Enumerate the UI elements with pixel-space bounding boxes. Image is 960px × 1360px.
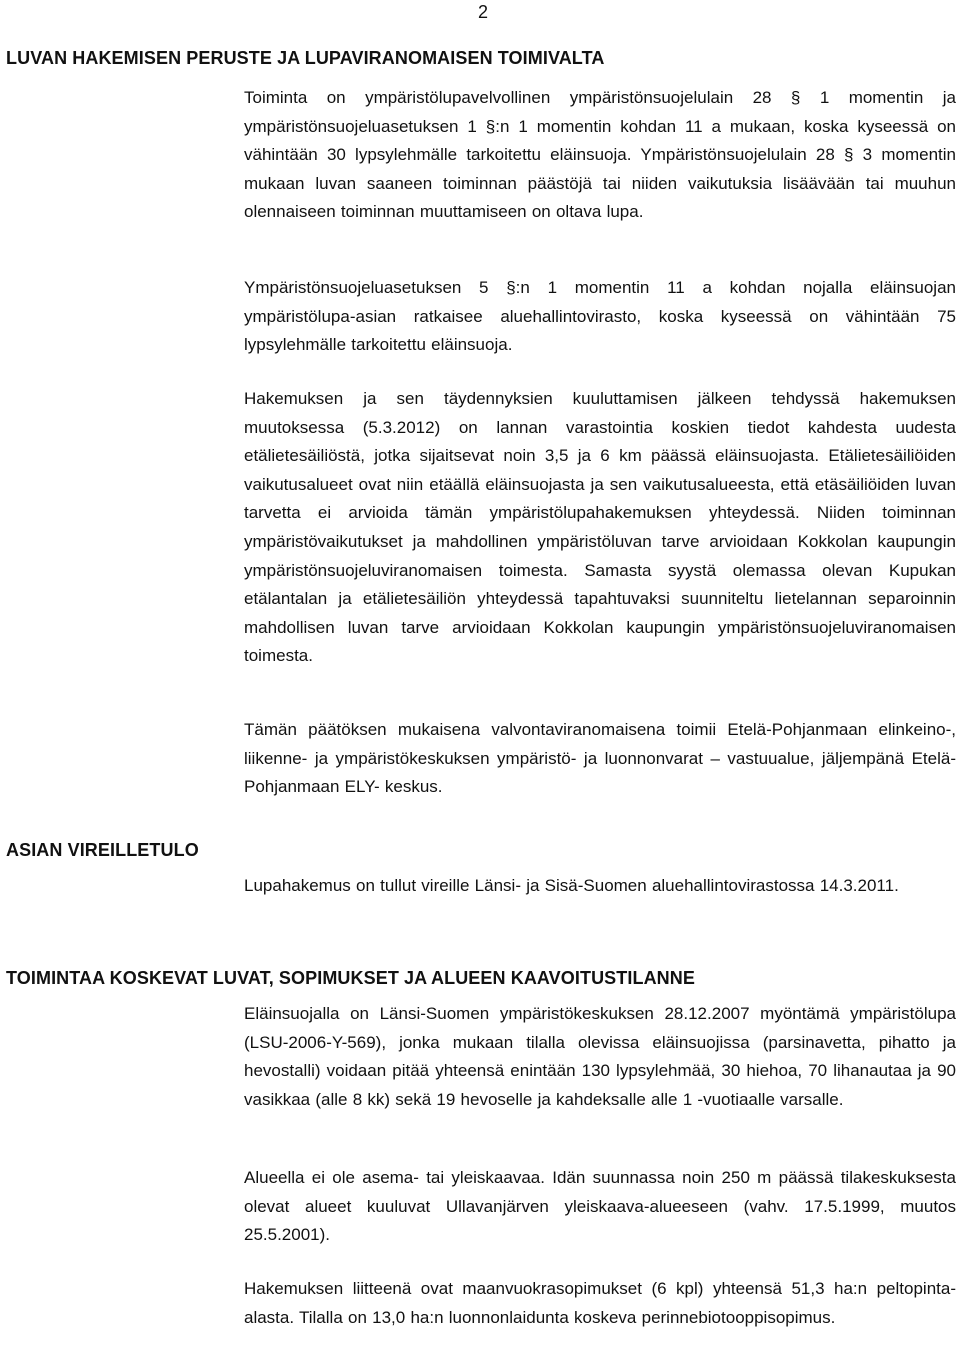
heading-asian-vireilletulo: ASIAN VIREILLETULO [6,840,199,860]
paragraph-toiminta: Toiminta on ympäristölupavelvollinen ympäristönsuojelulain 28 § 1 momentin ja ympäristönsuojeluasetuksen 1 §:n 1 momentin kohdan 11 a mukaan, koska kyseessä on vähintään 30 lypsylehmälle tarkoitettu eläinsuoja. Ympäristönsuojelulain 28 § 3 momentin mukaan luvan saaneen toiminnan päästöjä tai niiden vaikutuksia lisäävään tai muuhun olennaiseen toiminnan muuttamiseen on oltava lupa. [244,88,956,222]
paragraph-kaavoitustilanne: Alueella ei ole asema- tai yleiskaavaa. Idän suunnassa noin 250 m päässä tilakeskuksesta olevat alueet kuuluvat Ullavanjärven yleiskaava-alueeseen (vahv. 17.5.1999, muutos 25.5.2001). [244,1168,956,1245]
page-number: 2 [478,2,489,22]
paragraph-toimivalta: Ympäristönsuojeluasetuksen 5 §:n 1 momentin 11 a kohdan nojalla eläinsuojan ympäristölupa-asian ratkaisee aluehallintovirasto, koska kyseessä on vähintään 75 lypsylehmälle tarkoitettu eläinsuoja. [244,278,956,355]
paragraph-hakemuksen-muutos: Hakemuksen ja sen täydennyksien kuuluttamisen jälkeen tehdyssä hakemuksen muutoksessa (5.3.2012) on lannan varastointia koskien tiedot kahdesta uudesta etälietesäiliöstä, jotka sijaitsevat noin 3,5 ja 6 km päässä eläinsuojasta. Etälietesäiliöiden vaikutusalueet ovat niin etäällä eläinsuojasta ja sen vaikutusalueesta, että etäsäiliöiden luvan tarvetta ei arvioida tämän ympäristölupahakemuksen yhteydessä. Niiden toiminnan ympäristövaikutukset ja mahdollinen ympäristöluvan tarve arvioidaan Kokkolan kaupungin ympäristönsuojeluviranomaisen toimesta. Samasta syystä olemassa olevan Kupukan etälantalan ja etälietesäiliön yhteydessä tapahtuvaksi suunniteltu lietelannan separoinnin mahdollisen luvan tarve arvioidaan Kokkolan kaupungin ympäristönsuojeluviranomaisen toimesta. [244,389,956,666]
paragraph-valvontaviranomainen: Tämän päätöksen mukaisena valvontaviranomaisena toimii Etelä-Pohjanmaan elinkeino-, liikenne- ja ympäristökeskuksen ympäristö- ja luonnonvarat – vastuualue, jäljempänä Etelä-Pohjanmaan ELY- keskus. [244,720,956,797]
heading-luvan-hakemisen-peruste: LUVAN HAKEMISEN PERUSTE JA LUPAVIRANOMAISEN TOIMIVALTA [6,48,605,68]
paragraph-vireilletulo: Lupahakemus on tullut vireille Länsi- ja Sisä-Suomen aluehallintovirastossa 14.3.2011. [244,876,899,895]
heading-toimintaa-koskevat-luvat: TOIMINTAA KOSKEVAT LUVAT, SOPIMUKSET JA ALUEEN KAAVOITUSTILANNE [6,968,695,988]
paragraph-sopimukset: Hakemuksen liitteenä ovat maanvuokrasopimukset (6 kpl) yhteensä 51,3 ha:n peltopinta-alasta. Tilalla on 13,0 ha:n luonnonlaidunta koskeva perinnebiotooppisopimus. [244,1279,956,1327]
paragraph-ymparistolupa: Eläinsuojalla on Länsi-Suomen ympäristökeskuksen 28.12.2007 myöntämä ympäristölupa (LSU-2006-Y-569), jonka mukaan tilalla olevissa eläinsuojissa (parsinavetta, pihatto ja hevostalli) voidaan pitää yhteensä enintään 130 lypsylehmää, 30 hiehoa, 70 lihanautaa ja 90 vasikkaa (alle 8 kk) sekä 19 hevoselle ja kahdeksalle alle 1 -vuotiaalle varsalle. [244,1004,956,1109]
